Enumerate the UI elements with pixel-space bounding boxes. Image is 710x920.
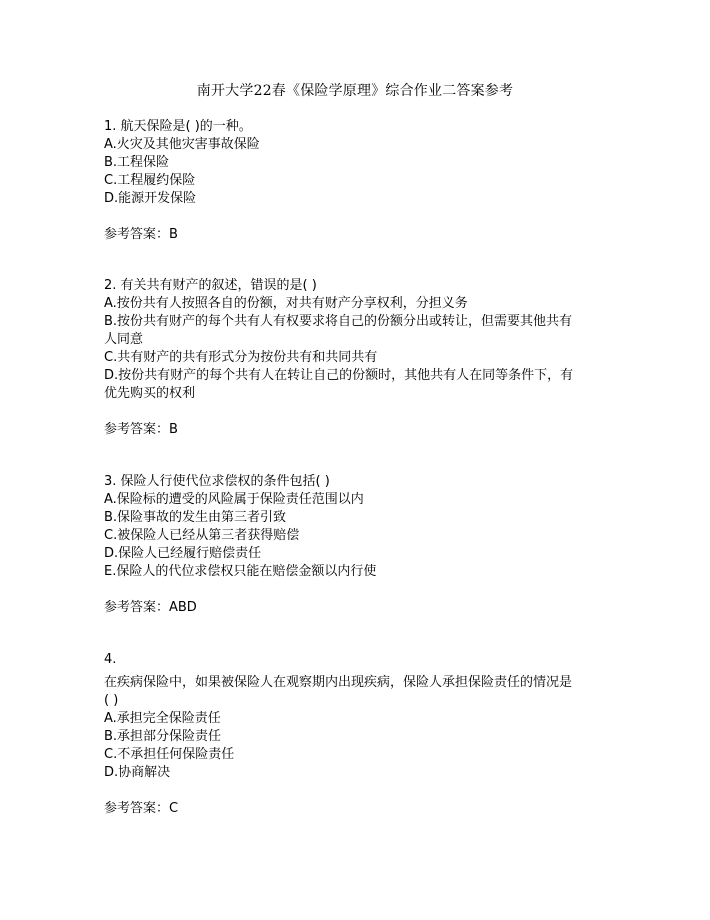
question-stem: 在疾病保险中，如果被保险人在观察期内出现疾病，保险人承担保险责任的情况是 bbox=[104, 675, 573, 690]
question-2 bbox=[104, 277, 614, 439]
option-c: C.工程履约保险 bbox=[104, 173, 196, 188]
option-d: D.按份共有财产的每个共有人在转让自己的份额时，其他共有人在同等条件下，有 bbox=[104, 368, 574, 383]
reference-answer: 参考答案：B bbox=[104, 422, 178, 437]
option-c: C.不承担任何保险责任 bbox=[104, 747, 235, 762]
option-a: A.按份共有人按照各自的份额，对共有财产分享权利，分担义务 bbox=[104, 296, 468, 311]
question-number: 4. bbox=[104, 652, 117, 667]
option-b: B.保险事故的发生由第三者引致 bbox=[104, 510, 287, 525]
option-c: C.共有财产的共有形式分为按份共有和共同共有 bbox=[104, 350, 378, 365]
option-b: B.工程保险 bbox=[104, 155, 170, 170]
option-e: E.保险人的代位求偿权只能在赔偿金额以内行使 bbox=[104, 564, 377, 579]
option-b: B.承担部分保险责任 bbox=[104, 729, 222, 744]
option-d: D.能源开发保险 bbox=[104, 191, 197, 206]
option-b-continued: 人同意 bbox=[104, 332, 144, 347]
option-a: A.保险标的遭受的风险属于保险责任范围以内 bbox=[104, 492, 364, 507]
question-3 bbox=[104, 473, 614, 617]
option-d: D.协商解决 bbox=[104, 765, 171, 780]
option-c: C.被保险人已经从第三者获得赔偿 bbox=[104, 528, 300, 543]
option-a: A.火灾及其他灾害事故保险 bbox=[104, 137, 260, 152]
reference-answer: 参考答案：C bbox=[104, 801, 179, 816]
reference-answer: 参考答案：ABD bbox=[104, 600, 197, 615]
question-4 bbox=[104, 651, 614, 818]
question-stem: 2. 有关共有财产的叙述，错误的是( ) bbox=[104, 278, 317, 293]
option-a: A.承担完全保险责任 bbox=[104, 711, 221, 726]
option-d: D.保险人已经履行赔偿责任 bbox=[104, 546, 262, 561]
question-stem: 1. 航天保险是( )的一种。 bbox=[104, 119, 252, 134]
option-b: B.按份共有财产的每个共有人有权要求将自己的份额分出或转让，但需要其他共有 bbox=[104, 314, 573, 329]
question-1 bbox=[104, 118, 614, 244]
question-stem: 3. 保险人行使代位求偿权的条件包括( ) bbox=[104, 474, 330, 489]
question-stem-continued: ( ) bbox=[104, 693, 119, 708]
reference-answer: 参考答案：B bbox=[104, 227, 178, 242]
option-d-continued: 优先购买的权利 bbox=[104, 386, 196, 401]
document-title: 南开大学22春《保险学原理》综合作业二答案参考 bbox=[196, 83, 514, 99]
